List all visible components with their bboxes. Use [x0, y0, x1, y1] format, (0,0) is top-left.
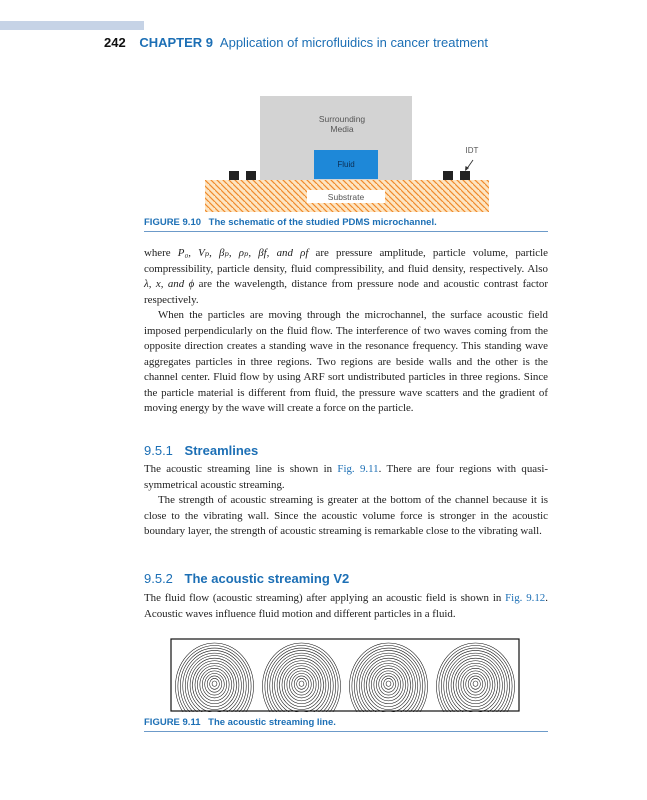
- running-header: [104, 35, 488, 50]
- symbol-list: P₀, Vₚ, βₚ, ρₚ, βf, and ρf: [177, 247, 309, 259]
- figure-9-10-caption: [144, 217, 437, 228]
- section-951-body: [144, 462, 548, 540]
- section-number: 9.5.1: [144, 443, 173, 458]
- section-952-body: [144, 591, 548, 622]
- figure-link[interactable]: Fig. 9.12: [505, 592, 546, 604]
- caption-rule: [144, 231, 548, 232]
- figure-9-11-caption: [144, 717, 336, 728]
- figure-9-10-schematic: [203, 94, 493, 214]
- chapter-title: Application of microfluidics in cancer treatment: [219, 35, 488, 50]
- idt-electrode: [460, 171, 470, 180]
- figure-link[interactable]: Fig. 9.11: [337, 463, 379, 475]
- section-number: 9.5.2: [144, 571, 173, 586]
- idt-electrode: [229, 171, 239, 180]
- symbol-list: λ, x, and ϕ: [144, 278, 195, 290]
- paragraph: When the particles are moving through the microchannel, the surface acoustic field imposed perpendicularly on the fluid flow. The interference of two waves coming from the opposite direction creates a standing wave in the resonance frequency. This standing wave aggregates particles in three regions. Two regions are beside walls and the other is the channel center. Fluid flow by using ARF sort undistributed particles in three regions. Since the particle material is different from fluid, the pressure wave scatters and the gradient of moving energy by the wave will create a force on the particle.: [144, 309, 548, 414]
- paragraph: The strength of acoustic streaming is greater at the bottom of the channel because it is close to the vibrating wall. Since the acoustic volume force is stronger in the acoustic boundary layer, the strength of acoustic streaming is remarkable close to the vibrating wall.: [144, 494, 548, 537]
- header-accent-bar: [0, 21, 144, 30]
- figure-9-10-caption-text: The schematic of the studied PDMS microchannel.: [208, 217, 437, 228]
- chapter-label: CHAPTER 9: [139, 35, 214, 50]
- section-heading-951: [144, 443, 258, 458]
- substrate-label: Substrate: [327, 192, 365, 202]
- media-label: Media: [330, 124, 354, 134]
- paragraph: The fluid flow (acoustic streaming) after applying an acoustic field is shown in Fig. 9.12. Acoustic waves influence fluid motion and different particles in a fluid.: [144, 592, 548, 620]
- paragraph: The acoustic streaming line is shown in Fig. 9.11. There are four regions with quasi-symmetrical acoustic streaming.: [144, 463, 548, 491]
- section-heading-952: [144, 571, 349, 586]
- section-title: The acoustic streaming V2: [184, 571, 350, 586]
- figure-9-11-label: FIGURE 9.11: [144, 717, 201, 728]
- figure-9-11-streamlines: [170, 638, 520, 712]
- fluid-label: Fluid: [337, 160, 355, 169]
- paragraph: where P₀, Vₚ, βₚ, ρₚ, βf, and ρf are pressure amplitude, particle volume, particle compressibility, particle density, fluid compressibility, and fluid density, respectively. Also λ, x, and ϕ are the wavelength, distance from pressure node and acoustic contrast factor respectively.: [144, 247, 548, 306]
- figure-9-11-caption-text: The acoustic streaming line.: [208, 717, 336, 728]
- figure-9-10-label: FIGURE 9.10: [144, 217, 202, 228]
- idt-label: IDT: [465, 146, 479, 155]
- caption-rule: [144, 731, 548, 732]
- idt-electrode: [443, 171, 453, 180]
- surrounding-label: Surrounding: [318, 114, 366, 124]
- idt-electrode: [246, 171, 256, 180]
- section-title: Streamlines: [184, 443, 259, 458]
- page-number: 242: [104, 35, 126, 50]
- body-paragraphs: [144, 246, 548, 417]
